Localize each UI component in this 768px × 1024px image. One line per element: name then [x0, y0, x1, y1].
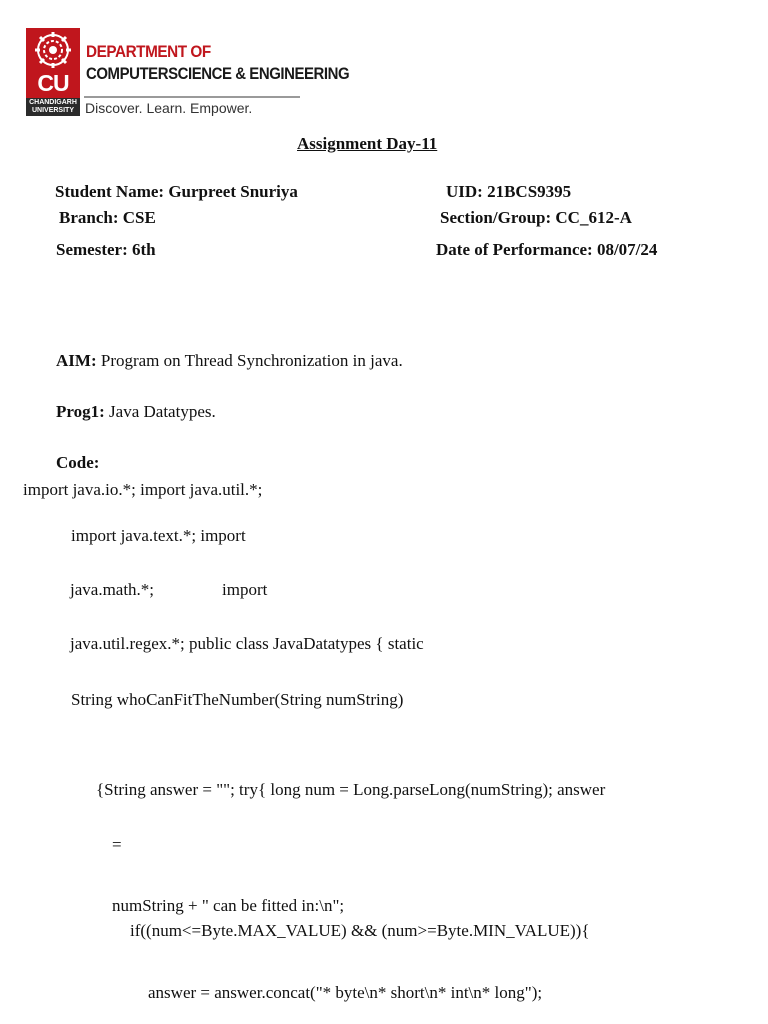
department-line-2: COMPUTERSCIENCE & ENGINEERING: [86, 64, 350, 83]
code-line: answer = answer.concat("* byte\n* short\n* int\n* long");: [148, 983, 543, 1002]
tagline: Discover. Learn. Empower.: [85, 100, 253, 116]
logo-letters: CU: [37, 70, 69, 96]
code-line: java.util.regex.*; public class JavaDatatypes { static: [70, 634, 424, 653]
student-branch: Branch: CSE: [59, 208, 156, 227]
header-divider: [84, 96, 300, 98]
code-line: {String answer = ""; try{ long num = Long.parseLong(numString); answer: [96, 780, 606, 799]
program-statement: [56, 402, 216, 422]
program-text: Java Datatypes.: [104, 402, 216, 421]
gear-emblem-icon: [29, 30, 77, 70]
code-line: import java.text.*; import: [71, 526, 246, 545]
performance-date: Date of Performance: 08/07/24: [436, 240, 658, 259]
student-semester: Semester: 6th: [56, 240, 156, 259]
student-section: Section/Group: CC_612-A: [440, 208, 632, 227]
aim-label: AIM:: [56, 351, 97, 370]
department-line-1: DEPARTMENT OF: [86, 42, 211, 61]
university-logo: [26, 28, 80, 116]
aim-text: Program on Thread Synchronization in java.: [96, 351, 403, 370]
program-label: Prog1:: [56, 402, 105, 421]
student-uid: UID: 21BCS9395: [446, 182, 572, 201]
aim-statement: [56, 351, 403, 371]
code-line: import java.io.*; import java.util.*;: [23, 480, 263, 499]
code-line: numString + " can be fitted in:\n";: [112, 896, 345, 915]
code-line: java.math.*;: [70, 580, 155, 599]
student-name: Student Name: Gurpreet Snuriya: [55, 182, 298, 201]
code-line: String whoCanFitTheNumber(String numString): [71, 690, 404, 709]
assignment-title: Assignment Day-11: [297, 134, 438, 153]
code-line: if((num<=Byte.MAX_VALUE) && (num>=Byte.MIN_VALUE)){: [130, 921, 590, 940]
code-line: =: [112, 835, 122, 854]
code-label: Code:: [56, 453, 100, 472]
code-line: import: [222, 580, 268, 599]
logo-university-bar: [26, 98, 80, 116]
logo-university-text: CHANDIGARH UNIVERSITY: [29, 99, 77, 114]
